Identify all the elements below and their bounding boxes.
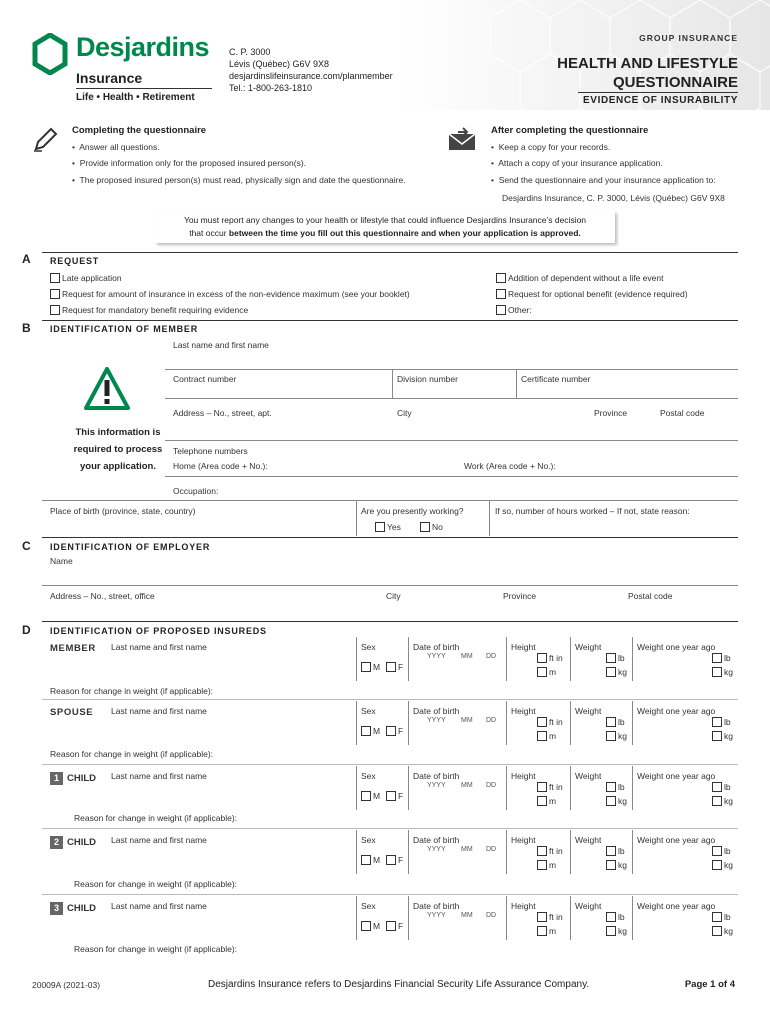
weight-ago-kg-checkbox[interactable]: kg [712,796,733,806]
sex-f-checkbox[interactable]: F [386,662,403,672]
dob-yyyy: YYYY [427,717,446,724]
warning-icon [84,366,130,412]
right-address: Desjardins Insurance, C. P. 3000, Lévis (Québec) G6V 9X8 [502,193,725,203]
footer-note: Desjardins Insurance refers to Desjardins Financial Security Life Assurance Company. [208,979,590,990]
weight-reason-field[interactable]: Reason for change in weight (if applicable): [50,749,214,759]
desjardins-logo-icon [32,33,68,75]
dob-mm: MM [461,717,473,724]
weight-ago-field[interactable]: Weight one year ago [637,642,716,652]
dob-field[interactable]: Date of birth [413,901,460,911]
height-m-checkbox[interactable]: m [537,667,556,677]
member-province-field[interactable]: Province [594,408,628,418]
employer-city-field[interactable]: City [386,591,401,601]
sex-m-checkbox[interactable]: M [361,921,380,931]
contract-number-field[interactable]: Contract number [173,374,237,384]
completing-title: Completing the questionnaire [72,125,207,136]
late-application-checkbox[interactable]: Late application [50,273,122,283]
height-m-checkbox[interactable]: m [537,860,556,870]
working-question: Are you presently working? [361,506,464,516]
height-field[interactable]: Height [511,771,536,781]
mail-icon [446,124,478,152]
weight-kg-checkbox[interactable]: kg [606,860,627,870]
weight-ago-lb-checkbox[interactable]: lb [712,653,731,663]
after-title: After completing the questionnaire [491,125,649,136]
sex-f-checkbox[interactable]: F [386,855,403,865]
sex-label: Sex [361,901,376,911]
dob-dd: DD [486,912,497,919]
section-a-title: REQUEST [50,256,100,266]
sex-f-checkbox[interactable]: F [386,791,403,801]
section-c-title: IDENTIFICATION OF EMPLOYER [50,542,211,552]
sex-f-checkbox[interactable]: F [386,921,403,931]
employer-province-field[interactable]: Province [503,591,537,601]
work-phone-field[interactable]: Work (Area code + No.): [464,461,556,471]
weight-lb-checkbox[interactable]: lb [606,782,625,792]
weight-ago-field[interactable]: Weight one year ago [637,901,716,911]
section-c-letter: C [22,539,31,553]
sex-label: Sex [361,771,376,781]
weight-field[interactable]: Weight [575,771,602,781]
employer-address-field[interactable]: Address – No., street, office [50,591,155,601]
section-a-letter: A [22,252,31,266]
insured-name-field[interactable]: Last name and first name [111,706,207,716]
weight-ago-lb-checkbox[interactable]: lb [712,912,731,922]
height-field[interactable]: Height [511,901,536,911]
optional-benefit-checkbox[interactable]: Request for optional benefit (evidence required) [496,289,688,299]
weight-reason-field[interactable]: Reason for change in weight (if applicable): [74,879,238,889]
weight-field[interactable]: Weight [575,901,602,911]
height-ftin-checkbox[interactable]: ft in [537,846,563,856]
sex-m-checkbox[interactable]: M [361,791,380,801]
insured-role: 2 CHILD [50,836,96,849]
weight-reason-field[interactable]: Reason for change in weight (if applicable): [74,813,238,823]
weight-kg-checkbox[interactable]: kg [606,667,627,677]
dob-field[interactable]: Date of birth [413,835,460,845]
dob-dd: DD [486,782,497,789]
weight-ago-field[interactable]: Weight one year ago [637,835,716,845]
right-item-3: • Send the questionnaire and your insurance application to: [491,175,716,185]
sex-m-checkbox[interactable]: M [361,855,380,865]
weight-reason-field[interactable]: Reason for change in weight (if applicable): [74,944,238,954]
dob-field[interactable]: Date of birth [413,642,460,652]
weight-ago-kg-checkbox[interactable]: kg [712,860,733,870]
member-name-field[interactable]: Last name and first name [173,340,269,350]
weight-kg-checkbox[interactable]: kg [606,796,627,806]
page-number: Page 1 of 4 [684,979,735,990]
weight-ago-lb-checkbox[interactable]: lb [712,717,731,727]
add-dependent-checkbox[interactable]: Addition of dependent without a life event [496,273,663,283]
dob-field[interactable]: Date of birth [413,706,460,716]
weight-ago-kg-checkbox[interactable]: kg [712,926,733,936]
logo-name: Desjardins [76,32,210,62]
dob-dd: DD [486,717,497,724]
insured-name-field[interactable]: Last name and first name [111,642,207,652]
form-code: 20009A (2021-03) [32,980,101,990]
insured-role: MEMBER [50,643,96,654]
division-number-field[interactable]: Division number [397,374,458,384]
dob-mm: MM [461,912,473,919]
section-b-letter: B [22,321,31,335]
sex-label: Sex [361,835,376,845]
left-item-1: • Answer all questions. [72,142,160,152]
height-ftin-checkbox[interactable]: ft in [537,912,563,922]
company-address: C. P. 3000 Lévis (Québec) G6V 9X8 desjardinslifeinsurance.com/planmember Tel.: 1-800-263-1810 [229,47,393,93]
weight-kg-checkbox[interactable]: kg [606,926,627,936]
weight-ago-kg-checkbox[interactable]: kg [712,667,733,677]
height-m-checkbox[interactable]: m [537,796,556,806]
occupation-field[interactable]: Occupation: [173,486,219,496]
notice-box: You must report any changes to your health or lifestyle that could influence Desjardins Insurance’s decision that occur between the time you fill out this questionnaire and when your application is approved. [155,211,615,243]
excess-amount-checkbox[interactable]: Request for amount of insurance in excess of the non-evidence maximum (see your booklet) [50,289,410,299]
other-checkbox[interactable]: Other: [496,305,532,315]
group-label: GROUP INSURANCE [639,33,738,43]
height-m-checkbox[interactable]: m [537,731,556,741]
dob-yyyy: YYYY [427,846,446,853]
sex-m-checkbox[interactable]: M [361,726,380,736]
weight-field[interactable]: Weight [575,706,602,716]
weight-ago-field[interactable]: Weight one year ago [637,706,716,716]
height-m-checkbox[interactable]: m [537,926,556,936]
height-field[interactable]: Height [511,642,536,652]
weight-ago-lb-checkbox[interactable]: lb [712,846,731,856]
height-field[interactable]: Height [511,706,536,716]
insured-name-field[interactable]: Last name and first name [111,835,207,845]
weight-lb-checkbox[interactable]: lb [606,653,625,663]
dob-yyyy: YYYY [427,653,446,660]
dob-dd: DD [486,653,497,660]
height-field[interactable]: Height [511,835,536,845]
warning-text: This information is required to process your application. [73,427,163,472]
insured-role: 3 CHILD [50,902,96,915]
sex-m-checkbox[interactable]: M [361,662,380,672]
employer-postal-field[interactable]: Postal code [628,591,673,601]
sex-label: Sex [361,642,376,652]
weight-lb-checkbox[interactable]: lb [606,846,625,856]
right-item-2: • Attach a copy of your insurance application. [491,158,663,168]
employer-name-field[interactable]: Name [50,556,73,566]
member-city-field[interactable]: City [397,408,412,418]
weight-ago-kg-checkbox[interactable]: kg [712,731,733,741]
working-no-checkbox[interactable]: No [420,522,443,532]
dob-mm: MM [461,653,473,660]
weight-lb-checkbox[interactable]: lb [606,912,625,922]
dob-mm: MM [461,782,473,789]
telephone-label: Telephone numbers [173,446,248,456]
weight-field[interactable]: Weight [575,642,602,652]
birthplace-field[interactable]: Place of birth (province, state, country) [50,506,196,516]
weight-kg-checkbox[interactable]: kg [606,731,627,741]
dob-yyyy: YYYY [427,782,446,789]
hours-field[interactable]: If so, number of hours worked – If not, state reason: [495,506,690,516]
member-postal-field[interactable]: Postal code [660,408,705,418]
height-ftin-checkbox[interactable]: ft in [537,717,563,727]
dob-mm: MM [461,846,473,853]
certificate-number-field[interactable]: Certificate number [521,374,591,384]
page-title: HEALTH AND LIFESTYLE QUESTIONNAIRE [557,55,738,91]
dob-field[interactable]: Date of birth [413,771,460,781]
sex-f-checkbox[interactable]: F [386,726,403,736]
section-d-title: IDENTIFICATION OF PROPOSED INSUREDS [50,626,267,636]
section-d-letter: D [22,623,31,637]
logo-sub: Insurance [76,70,143,86]
dob-dd: DD [486,846,497,853]
logo-tagline: Life • Health • Retirement [76,92,195,103]
insured-role: SPOUSE [50,707,94,718]
weight-reason-field[interactable]: Reason for change in weight (if applicable): [50,686,214,696]
sex-label: Sex [361,706,376,716]
insured-name-field[interactable]: Last name and first name [111,771,207,781]
height-ftin-checkbox[interactable]: ft in [537,653,563,663]
weight-ago-lb-checkbox[interactable]: lb [712,782,731,792]
dob-yyyy: YYYY [427,912,446,919]
left-item-2: • Provide information only for the proposed insured person(s). [72,158,307,168]
weight-ago-field[interactable]: Weight one year ago [637,771,716,781]
weight-field[interactable]: Weight [575,835,602,845]
height-ftin-checkbox[interactable]: ft in [537,782,563,792]
mandatory-benefit-checkbox[interactable]: Request for mandatory benefit requiring evidence [50,305,248,315]
right-item-1: • Keep a copy for your records. [491,142,611,152]
insured-name-field[interactable]: Last name and first name [111,901,207,911]
section-b-title: IDENTIFICATION OF MEMBER [50,324,199,334]
home-phone-field[interactable]: Home (Area code + No.): [173,461,268,471]
page-subtitle: EVIDENCE OF INSURABILITY [583,95,738,106]
weight-lb-checkbox[interactable]: lb [606,717,625,727]
insured-role: 1 CHILD [50,772,96,785]
left-item-3: • The proposed insured person(s) must read, physically sign and date the questionnaire. [72,175,406,185]
pen-icon [32,125,58,153]
member-address-field[interactable]: Address – No., street, apt. [173,408,272,418]
working-yes-checkbox[interactable]: Yes [375,522,401,532]
